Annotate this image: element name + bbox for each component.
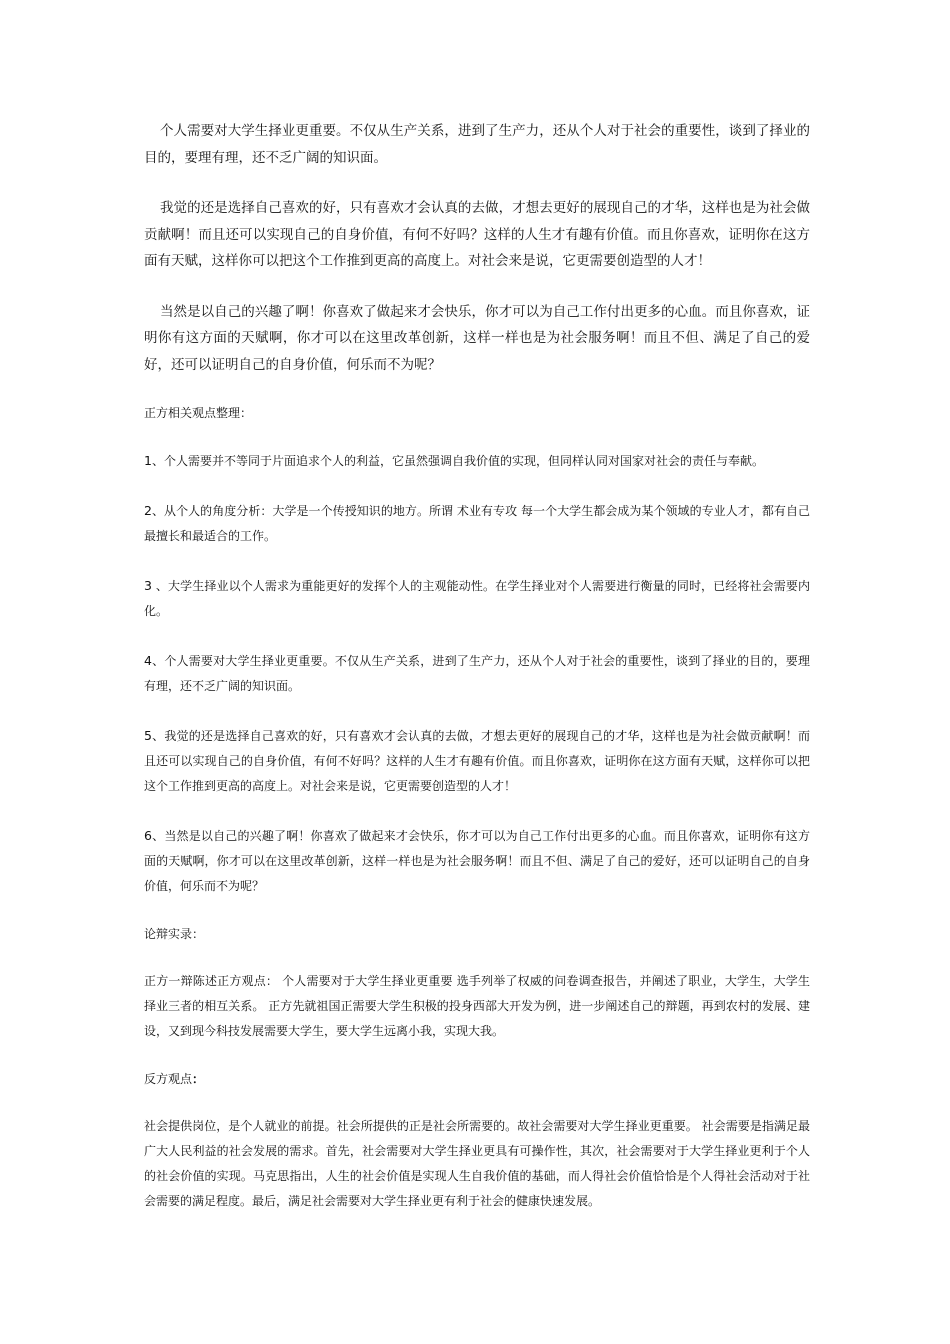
debate-text: 正方一辩陈述正方观点： 个人需要对于大学生择业更重要 选手列举了权威的问卷调查报告，并阐述了职业，大学生，大学生择业三者的相互关系。 正方先就祖国正需要大学生积极的投身西部大开发为例，进一步阐述自己的辩题，再到农村的发展、建设，又到现今科技发展需要大学生，要大学生远离小我，实现大我。 (144, 974, 810, 1038)
point-separator: 、 (151, 654, 165, 668)
point-text: 大学生择业以个人需求为重能更好的发挥个人的主观能动性。在学生择业对个人需要进行衡量的同时，已经将社会需要内化。 (144, 579, 810, 618)
point-text: 从个人的角度分析：大学是一个传授知识的地方。所谓 术业有专攻 每一个大学生都会成为某个领域的专业人才，都有自己最擅长和最适合的工作。 (144, 504, 810, 543)
pro-point-5 (144, 723, 810, 799)
point-separator: 、 (151, 579, 168, 593)
point-number: 1 (144, 453, 152, 468)
pro-section-heading: 正方相关观点整理： (144, 406, 253, 420)
point-separator: 、 (151, 729, 165, 743)
paragraph-2: 我觉的还是选择自己喜欢的好，只有喜欢才会认真的去做，才想去更好的展现自己的才华，这样也是为社会做贡献啊！而且还可以实现自己的自身价值，有何不好吗？这样的人生才有趣有价值。而且你喜欢，证明你在这方面有天赋，这样你可以把这个工作推到更高的高度上。对社会来是说，它更需要创造型的人才！ (144, 200, 810, 269)
con-heading-colon: ： (192, 1072, 205, 1086)
pro-point-2 (144, 498, 810, 549)
con-section-text: 社会提供岗位，是个人就业的前提。社会所提供的正是社会所需要的。故社会需要对大学生择业更重要。 社会需要是指满足最广大人民利益的社会发展的需求。首先，社会需要对大学生择业更具有可操作性，其次，社会需要对于大学生择业更利于个人的社会价值的实现。马克思指出，人生的社会价值是实现人生自我价值的基础，而人得社会价值恰恰是个人得社会活动对于社会需要的满足程度。最后，满足社会需要对大学生择业更有利于社会的健康快速发展。 (144, 1119, 810, 1208)
con-heading-label: 反方观点 (144, 1072, 193, 1086)
point-separator: 、 (151, 829, 165, 843)
point-text: 我觉的还是选择自己喜欢的好，只有喜欢才会认真的去做，才想去更好的展现自己的才华，这样也是为社会做贡献啊！而且还可以实现自己的自身价值，有何不好吗？这样的人生才有趣有价值。而且你喜欢，证明你在这方面有天赋，这样你可以把这个工作推到更高的高度上。对社会来是说，它更需要创造型的人才！ (144, 729, 810, 793)
point-number: 4 (144, 653, 152, 668)
debate-heading: 论辩实录： (144, 927, 205, 941)
pro-point-6 (144, 823, 810, 899)
point-number: 6 (144, 828, 152, 843)
paragraph-1: 个人需要对大学生择业更重要。不仅从生产关系，进到了生产力，还从个人对于社会的重要性，谈到了择业的目的，要理有理，还不乏广阔的知识面。 (144, 123, 810, 166)
point-separator: 、 (151, 504, 165, 518)
point-text: 个人需要对大学生择业更重要。不仅从生产关系，进到了生产力，还从个人对于社会的重要性，谈到了择业的目的，要理有理，还不乏广阔的知识面。 (144, 654, 810, 693)
point-number: 2 (144, 503, 152, 518)
point-text: 个人需要并不等同于片面追求个人的利益，它虽然强调自我价值的实现，但同样认同对国家对社会的责任与奉献。 (163, 454, 764, 468)
pro-point-3 (144, 573, 810, 624)
pro-point-1 (144, 448, 810, 474)
point-number: 3 (144, 578, 152, 593)
paragraph-3: 当然是以自己的兴趣了啊！你喜欢了做起来才会快乐，你才可以为自己工作付出更多的心血。而且你喜欢，证明你有这方面的天赋啊，你才可以在这里改革创新，这样一样也是为社会服务啊！而且不但、满足了自己的爱好，还可以证明自己的自身价值，何乐而不为呢？ (144, 303, 810, 373)
con-section-heading (144, 1068, 810, 1090)
document-body (144, 118, 810, 1214)
point-text: 当然是以自己的兴趣了啊！你喜欢了做起来才会快乐，你才可以为自己工作付出更多的心血。而且你喜欢，证明你有这方面的天赋啊，你才可以在这里改革创新，这样一样也是为社会服务啊！而且不但、满足了自己的爱好，还可以证明自己的自身价值，何乐而不为呢？ (144, 829, 810, 893)
point-number: 5 (144, 728, 152, 743)
point-separator: 、 (151, 454, 164, 468)
pro-point-4 (144, 648, 810, 699)
